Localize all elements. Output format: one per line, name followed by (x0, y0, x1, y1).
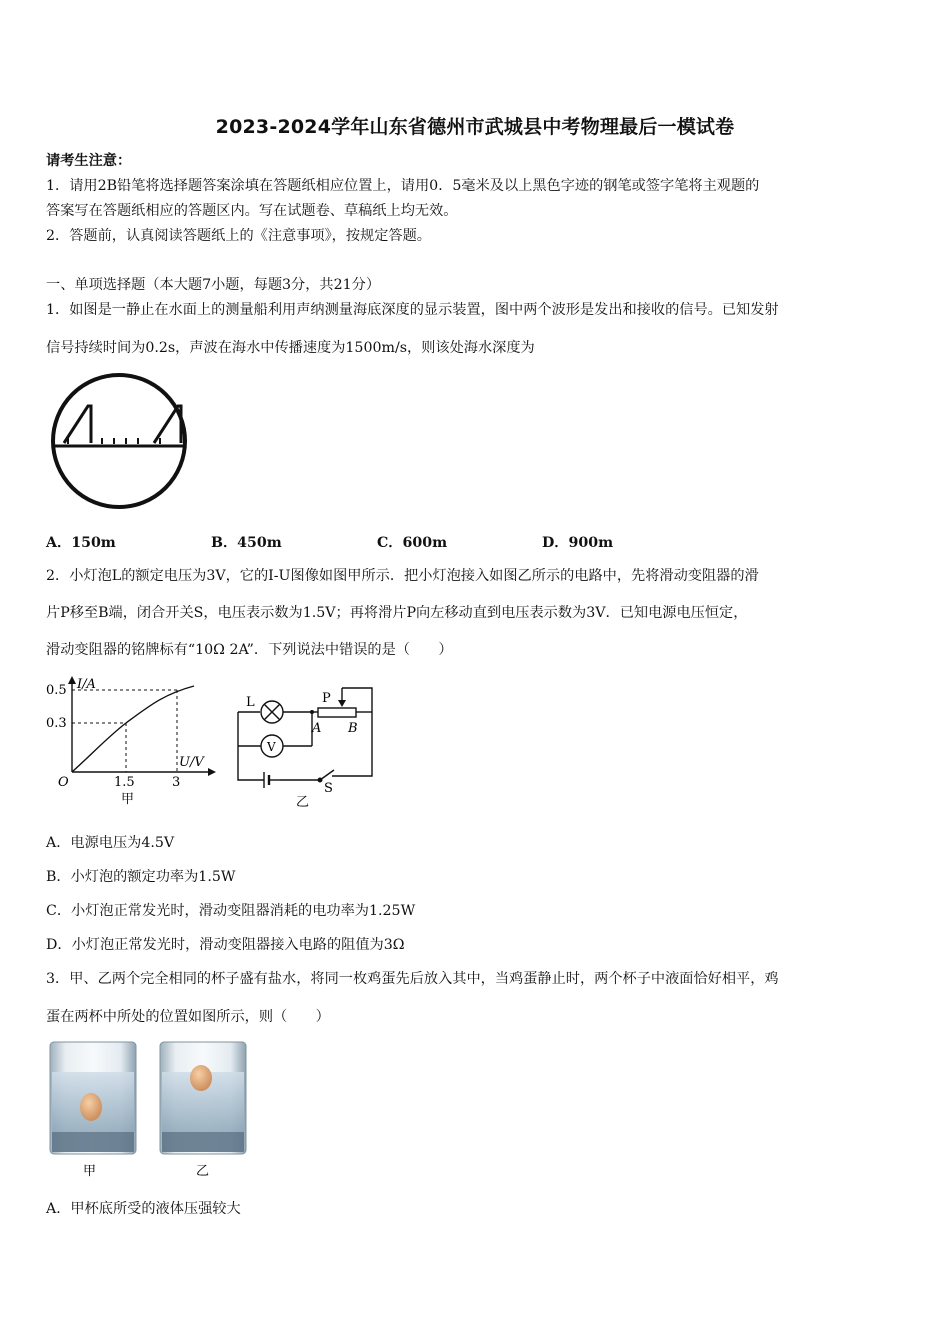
circuit-voltmeter-label: V (267, 740, 276, 754)
circuit-end-a-label: A (312, 721, 322, 736)
q3-option-a: A．甲杯底所受的液体压强较大 (46, 1201, 241, 1217)
circuit-diagram-figure (232, 680, 382, 810)
q2-option-b: B．小灯泡的额定功率为1.5W (46, 869, 236, 885)
q2-option-d: D．小灯泡正常发光时，滑动变阻器接入电路的阻值为3Ω (46, 937, 405, 953)
circuit-switch-label: S (324, 781, 333, 796)
circuit-end-b-label: B (348, 721, 358, 736)
q1-line-1: 1．如图是一静止在水面上的测量船利用声纳测量海底深度的显示装置，图中两个波形是发出和接收的信号。已知发射 (46, 302, 779, 318)
graph-origin-label: O (58, 775, 69, 790)
notice-line-3: 2．答题前，认真阅读答题纸上的《注意事项》，按规定答题。 (46, 228, 431, 244)
q2-option-a: A．电源电压为4.5V (46, 835, 175, 851)
cup-caption-1: 甲 (83, 1164, 97, 1179)
graph-y-tick-0-3: 0.3 (46, 716, 67, 731)
circuit-slider-label: P (322, 691, 331, 706)
q1-line-2: 信号持续时间为0.2s，声波在海水中传播速度为1500m/s，则该处海水深度为 (46, 340, 535, 356)
cup-caption-2: 乙 (196, 1164, 210, 1179)
graph-x-tick-1-5: 1.5 (114, 775, 135, 790)
q1-option-b: B．450m (211, 535, 282, 551)
q2-line-2: 片P移至B端，闭合开关S，电压表示数为1.5V；再将滑片P向左移动直到电压表示数为3V．已知电源电压恒定， (46, 605, 748, 621)
q1-option-d: D．900m (542, 535, 614, 551)
q2-line-1: 2．小灯泡L的额定电压为3V，它的I-U图像如图甲所示．把小灯泡接入如图乙所示的电路中，先将滑动变阻器的滑 (46, 568, 759, 584)
q1-option-c: C．600m (377, 535, 448, 551)
q2-option-c: C．小灯泡正常发光时，滑动变阻器消耗的电功率为1.25W (46, 903, 416, 919)
circuit-caption: 乙 (296, 795, 310, 810)
notice-heading: 请考生注意： (46, 153, 132, 169)
egg-cups-figure (46, 1040, 251, 1185)
graph-x-axis-label: U/V (179, 755, 204, 770)
notice-line-2: 答案写在答题纸相应的答题区内。写在试题卷、草稿纸上均无效。 (46, 203, 458, 219)
graph-y-axis-label: I/A (77, 677, 96, 692)
q3-line-2: 蛋在两杯中所处的位置如图所示，则（ ） (46, 1009, 330, 1025)
graph-y-tick-0-5: 0.5 (46, 683, 67, 698)
circuit-lamp-label: L (246, 695, 255, 710)
q2-line-3: 滑动变阻器的铭牌标有“10Ω 2A”．下列说法中错误的是（ ） (46, 642, 453, 658)
q1-option-a: A．150m (46, 535, 116, 551)
notice-line-1: 1．请用2B铅笔将选择题答案涂填在答题纸相应位置上，请用0．5毫米及以上黑色字迹的钢笔或签字笔将主观题的 (46, 178, 760, 194)
sonar-display-figure (50, 372, 190, 512)
page-title: 2023-2024学年山东省德州市武城县中考物理最后一模试卷 (215, 116, 735, 138)
section-heading: 一、单项选择题（本大题7小题，每题3分，共21分） (46, 277, 381, 293)
iu-graph-figure (44, 674, 224, 809)
graph-x-tick-3: 3 (172, 775, 181, 790)
graph-caption: 甲 (121, 792, 135, 807)
q3-line-1: 3．甲、乙两个完全相同的杯子盛有盐水，将同一枚鸡蛋先后放入其中，当鸡蛋静止时，两个杯子中液面恰好相平，鸡 (46, 971, 779, 987)
